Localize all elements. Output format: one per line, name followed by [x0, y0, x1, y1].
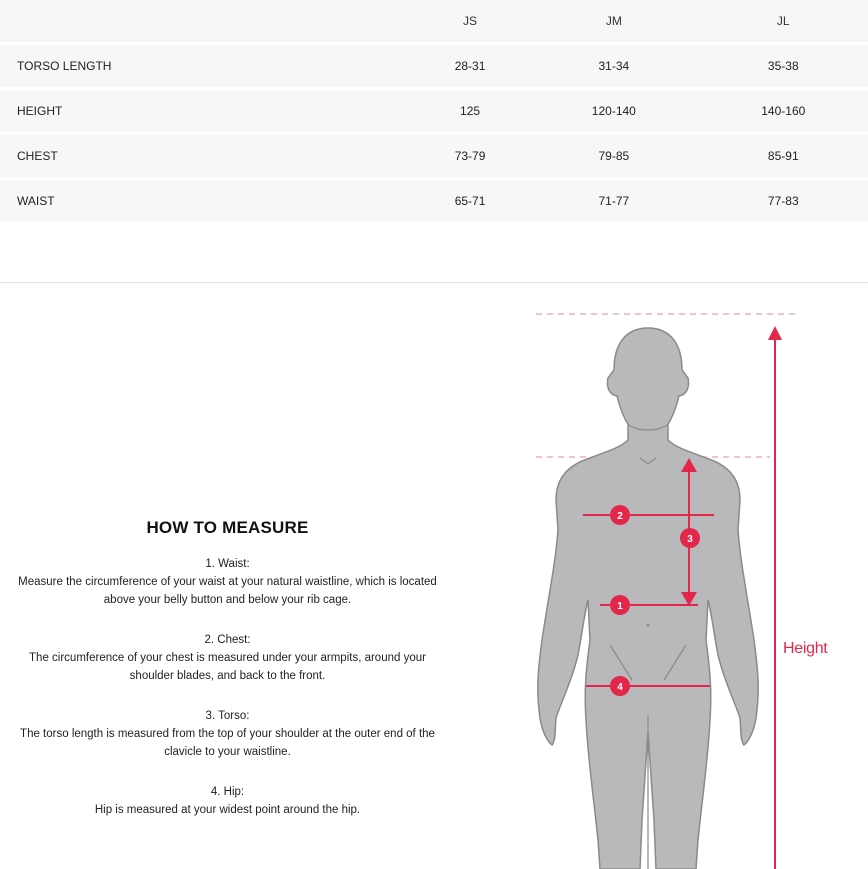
table-header-empty [0, 0, 411, 42]
column-header-js: JS [411, 0, 529, 42]
body-measurement-diagram [528, 300, 868, 869]
step-text: Hip is measured at your widest point around the hip. [94, 804, 361, 816]
how-to-measure-title: HOW TO MEASURE [146, 518, 309, 537]
marker-2 [610, 505, 630, 525]
marker-1-label: 1 [617, 601, 623, 612]
step-torso [0, 707, 455, 761]
step-heading: 4. Hip: [210, 786, 245, 798]
marker-3 [680, 528, 700, 548]
table-cell: 77-83 [699, 180, 868, 222]
height-label: Height [783, 640, 828, 657]
row-label: TORSO LENGTH [0, 45, 411, 87]
table-cell: 85-91 [699, 135, 868, 177]
navel [647, 624, 650, 627]
marker-1 [610, 595, 630, 615]
step-text: The circumference of your chest is measured under your armpits, around your shoulder blades, and back to the front. [29, 652, 426, 682]
step-heading: 1. Waist: [205, 558, 250, 570]
table-row [0, 180, 868, 222]
table-header-row [0, 0, 868, 42]
marker-4 [610, 676, 630, 696]
table-cell: 120-140 [529, 90, 698, 132]
step-heading: 3. Torso: [205, 710, 250, 722]
table-cell: 35-38 [699, 45, 868, 87]
height-arrow-head [768, 326, 782, 340]
marker-2-label: 2 [617, 511, 623, 522]
section-divider [0, 282, 868, 283]
step-heading: 2. Chest: [204, 634, 251, 646]
table-cell: 71-77 [529, 180, 698, 222]
table-cell: 73-79 [411, 135, 529, 177]
table-cell: 31-34 [529, 45, 698, 87]
table-row [0, 45, 868, 87]
step-waist [0, 555, 455, 609]
size-chart-table [0, 0, 868, 225]
row-label: HEIGHT [0, 90, 411, 132]
table-row [0, 90, 868, 132]
step-text: Measure the circumference of your waist at your natural waistline, which is located above your belly button and below your rib cage. [18, 576, 437, 606]
table-cell: 65-71 [411, 180, 529, 222]
row-label: CHEST [0, 135, 411, 177]
step-hip [0, 783, 455, 819]
marker-3-label: 3 [687, 534, 693, 545]
column-header-jl: JL [699, 0, 868, 42]
column-header-jm: JM [529, 0, 698, 42]
step-chest [0, 631, 455, 685]
row-label: WAIST [0, 180, 411, 222]
table-cell: 28-31 [411, 45, 529, 87]
table-cell: 125 [411, 90, 529, 132]
how-to-measure-section [0, 518, 455, 841]
table-cell: 79-85 [529, 135, 698, 177]
step-text: The torso length is measured from the top of your shoulder at the outer end of the clavicle to your waistline. [20, 728, 435, 758]
table-row [0, 135, 868, 177]
marker-4-label: 4 [617, 682, 623, 693]
table-cell: 140-160 [699, 90, 868, 132]
